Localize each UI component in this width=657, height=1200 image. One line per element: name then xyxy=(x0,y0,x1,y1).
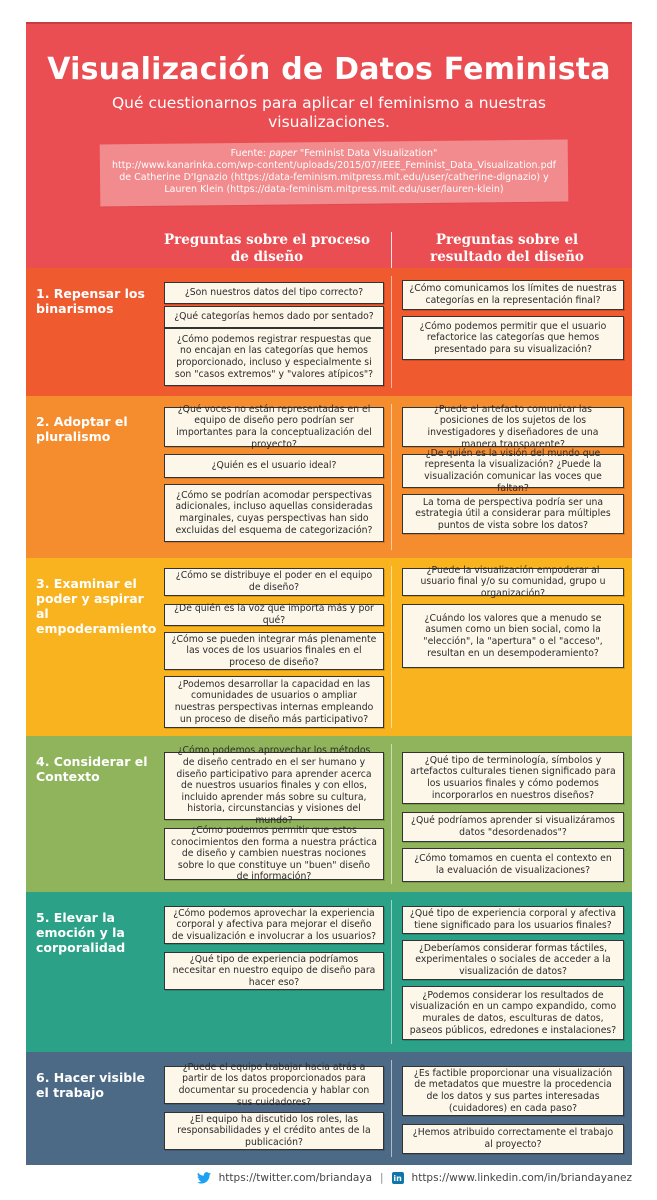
question-box: ¿Qué voces no están representadas en el equipo de diseño pero podrían ser importantes para la conceptualización del proyecto? xyxy=(164,407,384,447)
question-box: ¿De quién es la visión del mundo que representa la visualización? ¿Puede la visualización comunicar las voces que faltan? xyxy=(402,454,624,488)
question-box: ¿Qué tipo de experiencia podríamos necesitar en nuestro equipo de diseño para hacer eso? xyxy=(164,952,384,990)
footer-separator: | xyxy=(380,1172,384,1184)
question-box: ¿Puede la visualización empoderar al usuario final y/o su comunidad, grupo u organización? xyxy=(402,568,624,596)
section-4 xyxy=(26,736,632,892)
infographic xyxy=(26,22,632,1165)
question-box: ¿Cómo podemos permitir que estos conocimientos den forma a nuestra práctica de diseño y cambien nuestras nociones sobre lo que constituye un "buen" diseño de información? xyxy=(164,828,384,880)
question-box: ¿Hemos atribuido correctamente el trabajo al proyecto? xyxy=(402,1124,624,1154)
question-box: ¿Cómo se distribuye el poder en el equipo de diseño? xyxy=(164,568,384,596)
question-box: ¿Cómo se pueden integrar más plenamente las voces de los usuarios finales en el proceso de diseño? xyxy=(164,632,384,670)
question-box: ¿Qué categorías hemos dado por sentado? xyxy=(164,306,384,328)
question-box: ¿Cómo podemos permitir que el usuario refactorice las categorías que hemos presentado para su visualización? xyxy=(402,316,624,360)
source-prefix: Fuente: xyxy=(230,148,270,159)
section-divider xyxy=(391,276,392,388)
question-box: ¿Podemos desarrollar la capacidad en las comunidades de usuarios o ampliar nuestras perspectivas internas empleando un proceso de diseño más participativo? xyxy=(164,676,384,728)
section-label: 2. Adoptar el pluralismo xyxy=(36,414,128,444)
source-line-2[interactable]: http://www.kanarinka.com/wp-content/uploads/2015/07/IEEE_Feminist_Data_Visualization.pdf xyxy=(112,160,556,171)
twitter-link[interactable]: https://twitter.com/briandaya xyxy=(218,1172,372,1184)
question-box: ¿Qué podríamos aprender si visualizáramos datos "desordenados"? xyxy=(402,812,624,842)
section-6 xyxy=(26,1052,632,1165)
question-box: ¿Podemos considerar los resultados de visualización en un campo expandido, como murales de datos, esculturas de datos, paseos públicos, edredones e instalaciones? xyxy=(402,986,624,1040)
source-line-4: Lauren Klein (https://data-feminism.mitpress.mit.edu/user/lauren-klein) xyxy=(164,184,504,195)
source-line-1 xyxy=(96,148,572,160)
question-box: ¿Puede el equipo trabajar hacia atrás a partir de los datos proporcionados para documentar su procedencia y hablar con sus cuidadores? xyxy=(164,1066,384,1104)
section-label: 4. Considerar el Contexto xyxy=(36,754,148,784)
section-label: 1. Repensar los binarismos xyxy=(36,286,145,316)
question-box: ¿Qué tipo de terminología, símbolos y artefactos culturales tienen significado para los usuarios finales y cómo podemos incorporarlos en nuestros diseños? xyxy=(402,752,624,804)
question-box: ¿Deberíamos considerar formas táctiles, experimentales o sociales de acceder a la visualización de datos? xyxy=(402,940,624,980)
section-label: 3. Examinar el poder y aspirar al empoderamiento xyxy=(36,576,157,636)
column-headers xyxy=(26,212,632,270)
question-box: ¿De quién es la voz que importa más y por qué? xyxy=(164,604,384,626)
section-2 xyxy=(26,396,632,558)
section-divider xyxy=(391,566,392,728)
linkedin-link[interactable]: https://www.linkedin.com/in/briandayanez xyxy=(411,1172,632,1184)
section-1 xyxy=(26,268,632,396)
column-divider xyxy=(391,232,392,268)
question-box: ¿Es factible proporcionar una visualización de metadatos que muestre la procedencia de los datos y sus partes interesadas (cuidadores) en cada paso? xyxy=(402,1066,624,1116)
source-kind: paper xyxy=(269,148,297,159)
column-header-process: Preguntas sobre el proceso de diseño xyxy=(163,232,371,265)
section-5 xyxy=(26,892,632,1052)
question-box: ¿Cómo tomamos en cuenta el contexto en la evaluación de visualizaciones? xyxy=(402,848,624,882)
question-box: ¿Cómo podemos aprovechar la experiencia corporal y afectiva para mejorar el diseño de visualización e involucrar a los usuarios? xyxy=(164,906,384,944)
question-box: ¿El equipo ha discutido los roles, las responsabilidades y el crédito antes de la publicación? xyxy=(164,1112,384,1150)
footer xyxy=(26,1168,632,1188)
source-citation xyxy=(96,148,572,196)
question-box: ¿Quién es el usuario ideal? xyxy=(164,454,384,478)
page-title: Visualización de Datos Feminista xyxy=(47,52,611,87)
question-box: ¿Cómo se podrían acomodar perspectivas adicionales, incluso aquellas consideradas marginales, cuyas perspectivas han sido excluidas del esquema de categorización? xyxy=(164,484,384,542)
source-paper-title: "Feminist Data Visualization" xyxy=(296,148,438,159)
question-box: ¿Cómo podemos registrar respuestas que no encajan en las categorías que hemos proporcionado, incluso y especialmente si son "casos extremos" y "valores atípicos"? xyxy=(164,328,384,386)
linkedin-icon: in xyxy=(393,1173,402,1183)
question-box: ¿Puede el artefacto comunicar las posiciones de los sujetos de los investigadores y diseñadores de una manera transparente? xyxy=(402,407,624,447)
source-line-3: de Catherine D'Ignazio (https://data-feminism.mitpress.mit.edu/user/catherine-dignazio) y xyxy=(119,172,549,183)
question-box: ¿Cómo comunicamos los límites de nuestras categorías en la representación final? xyxy=(402,280,624,310)
section-label: 6. Hacer visible el trabajo xyxy=(36,1070,145,1100)
question-box: ¿Son nuestros datos del tipo correcto? xyxy=(164,282,384,304)
question-box: ¿Qué tipo de experiencia corporal y afectiva tiene significado para los usuarios finales? xyxy=(402,906,624,934)
question-box: La toma de perspectiva podría ser una estrategia útil a considerar para múltiples puntos de vista sobre los datos? xyxy=(402,494,624,534)
section-divider xyxy=(391,404,392,550)
twitter-icon xyxy=(197,1172,211,1184)
section-divider xyxy=(391,1060,392,1157)
header xyxy=(26,22,632,268)
question-box: ¿Cuándo los valores que a menudo se asumen como un bien social, como la "elección", la "apertura" o el "acceso", resultan en un desempoderamiento? xyxy=(402,604,624,668)
column-header-result: Preguntas sobre el resultado del diseño xyxy=(430,232,584,265)
section-divider xyxy=(391,900,392,1044)
section-divider xyxy=(391,744,392,884)
subtitle: Qué cuestionarnos para aplicar el feminismo a nuestras visualizaciones. xyxy=(111,94,547,131)
section-3 xyxy=(26,558,632,736)
section-label: 5. Elevar la emoción y la corporalidad xyxy=(36,910,126,955)
question-box: ¿Cómo podemos aprovechar los métodos de diseño centrado en el ser humano y diseño participativo para aprender acerca de nuestros usuarios finales y con ellos, incluido aprender más sobre su cultura, historia, circunstancias y visiones del mundo? xyxy=(164,752,384,820)
